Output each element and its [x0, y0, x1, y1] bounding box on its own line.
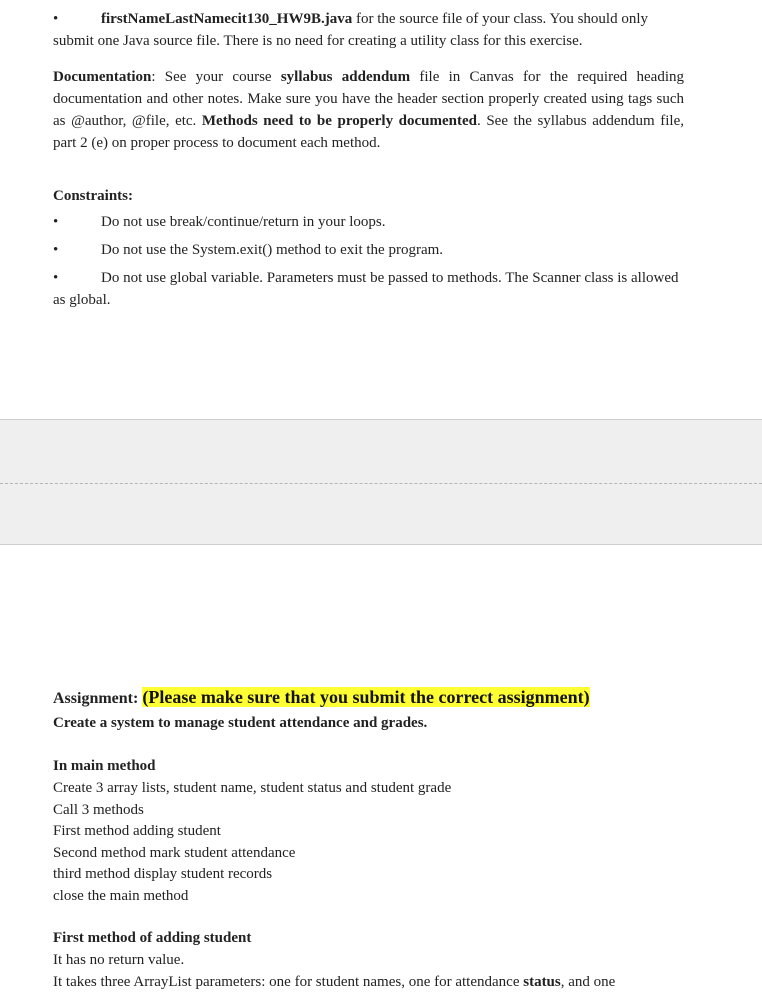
constraint-text: Do not use global variable. Parameters must be passed to methods. The Scanner class is allowed as global. — [53, 270, 679, 308]
doc-text-3: . See the syllabus addendum file, part 2 (e) on proper process to document each method. — [53, 113, 684, 151]
page-break-line — [0, 483, 762, 484]
documentation-paragraph — [53, 66, 684, 154]
params-text-1: It takes three ArrayList parameters: one for student names, one for attendance — [53, 973, 524, 990]
syllabus-addendum: syllabus addendum — [280, 69, 411, 85]
params-text-2: , and one — [560, 973, 616, 990]
methods-documented: Methods need to be properly documented — [201, 113, 477, 129]
first-line: It has no return value. — [53, 952, 185, 968]
doc-text-1: : See your course — [151, 69, 281, 85]
top-document-section — [0, 8, 762, 311]
first-method-heading: First method of adding student — [53, 930, 252, 946]
assignment-desc-text: Create a system to manage student attendance and grades. — [53, 715, 428, 731]
first-method-title — [53, 927, 684, 949]
main-line: close the main method — [53, 887, 189, 904]
bullet-marker: • — [53, 270, 59, 286]
constraints-heading: Constraints: — [53, 188, 134, 204]
main-method-title — [53, 755, 684, 777]
main-line: Create 3 array lists, student name, student status and student grade — [53, 780, 452, 796]
documentation-label: Documentation — [53, 69, 152, 85]
constraint-text: Do not use the System.exit() method to exit the program. — [101, 242, 444, 258]
constraint-item — [53, 267, 684, 311]
bullet-marker: • — [53, 11, 59, 27]
assignment-label: Assignment: — [53, 690, 143, 707]
submission-text: for the source file of your class. You should only submit one Java source file. There is no need for creating a utility class for this exercise. — [53, 11, 648, 49]
bullet-marker: • — [53, 242, 59, 258]
main-line: Call 3 methods — [53, 801, 144, 818]
constraints-title — [53, 185, 684, 207]
first-line-params — [53, 971, 684, 993]
doc-text-2: file in Canvas for the required heading documentation and other notes. Make sure you have the header section properly created using tags such as @author, @file, etc. — [53, 69, 684, 129]
main-line: third method display student records — [53, 866, 273, 882]
bottom-document-section — [0, 686, 762, 992]
main-line: Second method mark student attendance — [53, 844, 296, 861]
submission-bullet — [53, 8, 684, 52]
main-line: First method adding student — [53, 823, 221, 839]
file-name: firstNameLastNamecit130_HW9B.java — [101, 11, 353, 27]
constraint-text: Do not use break/continue/return in your loops. — [101, 214, 386, 230]
bullet-marker: • — [53, 214, 59, 230]
constraint-item — [53, 211, 684, 233]
page-break-area — [0, 419, 762, 545]
main-method-heading: In main method — [53, 758, 156, 774]
constraint-item — [53, 239, 684, 261]
assignment-description — [53, 712, 684, 734]
status-word: status — [523, 973, 561, 990]
assignment-highlight: (Please make sure that you submit the correct assignment) — [142, 687, 590, 707]
assignment-line — [53, 686, 684, 710]
